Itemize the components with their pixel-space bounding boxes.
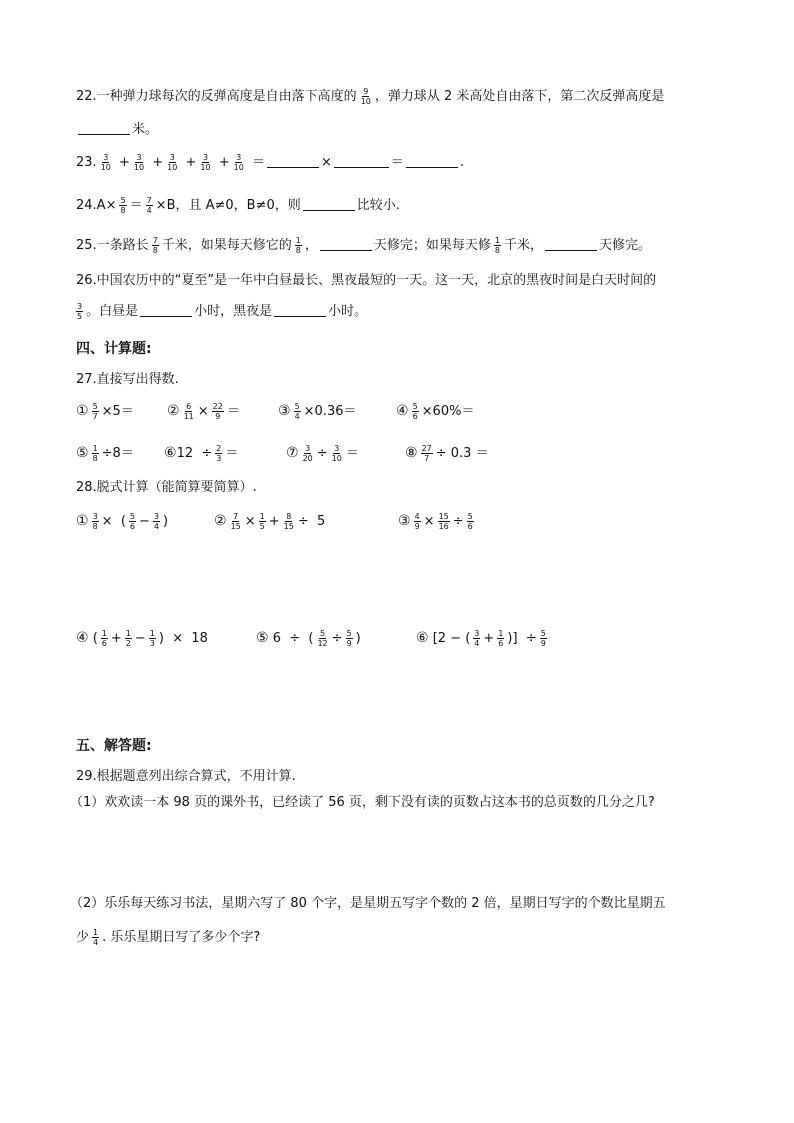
plus-sign: + <box>185 155 197 170</box>
calc-item-2: ② $\frac{6}{11}$ × $\frac{22}{9}$ ＝ <box>167 402 240 421</box>
answer-blank[interactable] <box>303 198 355 211</box>
fraction: $\frac{9}{10}$ <box>360 87 371 106</box>
q22-unit: 米。 <box>132 122 159 137</box>
calc-item-7: ⑦ $\frac{3}{20}$ ÷ $\frac{3}{10}$ ＝ <box>286 444 359 463</box>
question-23 <box>76 153 464 173</box>
calc-item-4: ④ $\frac{5}{6}$ ×60%＝ <box>396 402 475 421</box>
fraction: $\frac{3}{10}$ <box>133 153 145 172</box>
q26-text-2: 。白昼是 <box>86 304 139 319</box>
question-22 <box>76 87 664 107</box>
q25-text: 25.一条路长 <box>76 238 149 253</box>
question-29-part-1: （1）欢欢读一本 98 页的课外书，已经读了 56 页，剩下没有读的页数占这本书的总页数的几分之几? <box>70 795 655 810</box>
answer-blank[interactable] <box>545 238 597 251</box>
fraction: $\frac{7}{8}$ <box>152 236 158 255</box>
question-24 <box>76 196 400 216</box>
q25-text-4: 千米， <box>504 238 544 253</box>
question-27-title: 27.直接写出得数. <box>76 372 179 387</box>
fraction: $\frac{3}{10}$ <box>200 153 211 172</box>
q23-label: 23. <box>76 155 97 170</box>
question-22-cont <box>76 120 158 140</box>
fraction: $\frac{3}{5}$ <box>77 302 83 321</box>
section-heading-5: 五、解答题: <box>76 738 152 754</box>
answer-blank[interactable] <box>140 304 192 317</box>
answer-blank[interactable] <box>267 155 319 168</box>
fraction: $\frac{3}{10}$ <box>233 153 244 172</box>
question-29-title: 29.根据题意列出综合算式，不用计算. <box>76 769 296 784</box>
q22-text-2: ，弹力球从 2 米高处自由落下，第二次反弹高度是 <box>374 89 665 104</box>
calc-item-1: ① $\frac{5}{7}$ ×5＝ <box>76 402 134 421</box>
plus-sign: + <box>152 155 164 170</box>
question-29-part-2: （2）乐乐每天练习书法，星期六写了 80 个字，是星期五写字个数的 2 倍，星期日写字的个数比星期五 <box>70 896 666 911</box>
answer-blank[interactable] <box>406 155 458 168</box>
q26-text-4: 小时。 <box>328 304 368 319</box>
fraction: $\frac{7}{4}$ <box>146 196 152 215</box>
fraction: $\frac{1}{4}$ <box>93 928 99 947</box>
question-28-title: 28.脱式计算（能简算要简算）. <box>76 480 257 495</box>
answer-blank[interactable] <box>334 155 389 168</box>
expression-4: ④ ( $\frac{1}{6}$ + $\frac{1}{2}$ − $\frac{1}{3}$ ) × 18 <box>76 629 208 648</box>
q26-text-3: 小时，黑夜是 <box>194 304 273 319</box>
plus-sign: + <box>218 155 230 170</box>
q25-text-2: 千米，如果每天修它的 <box>161 238 292 253</box>
expression-3: ③ $\frac{4}{9}$ × $\frac{15}{16}$ ÷ $\frac{5}{6}$ <box>398 512 473 531</box>
equals-sign: ＝ <box>390 155 404 170</box>
q25-text-5: 天修完。 <box>599 238 652 253</box>
fraction: $\frac{5}{8}$ <box>120 196 126 215</box>
question-26 <box>76 271 656 291</box>
question-25 <box>76 236 651 256</box>
question-29-part-2-cont: 少 $\frac{1}{4}$ . 乐乐星期日写了多少个字? <box>76 928 261 947</box>
calc-item-8: ⑧ $\frac{27}{7}$ ÷ 0.3 ＝ <box>405 444 489 463</box>
calc-item-3: ③ $\frac{5}{4}$ ×0.36＝ <box>278 402 357 421</box>
answer-blank[interactable] <box>274 304 326 317</box>
q22-text: 22.一种弹力球每次的反弹高度是自由落下高度的 <box>76 89 357 104</box>
period: . <box>459 155 465 170</box>
comma: ， <box>304 238 318 253</box>
answer-blank[interactable] <box>78 122 130 135</box>
plus-sign: + <box>119 155 130 170</box>
answer-blank[interactable] <box>320 238 372 251</box>
times-sign: × <box>320 155 332 170</box>
expression-2: ② $\frac{7}{15}$ × $\frac{1}{5}$ + $\frac{8}{15}$ ÷ 5 <box>214 512 326 531</box>
expression-5: ⑤ 6 ÷ ( $\frac{5}{12}$ ÷ $\frac{5}{9}$ ) <box>256 629 361 648</box>
q26-text: 26.中国农历中的“夏至”是一年中白昼最长、黑夜最短的一天。这一天，北京的黑夜时间是白天时间的 <box>76 273 657 288</box>
calc-item-5: ⑤ $\frac{1}{8}$ ÷8＝ <box>76 444 134 463</box>
q24-text-2: ×B，且 A≠0，B≠0，则 <box>155 198 301 213</box>
fraction: $\frac{1}{8}$ <box>295 236 301 255</box>
question-26-cont <box>76 302 367 322</box>
section-heading-4: 四、计算题: <box>76 341 152 357</box>
q25-text-3: 天修完；如果每天修 <box>373 238 491 253</box>
fraction: $\frac{3}{10}$ <box>167 153 178 172</box>
q24-text: 24.A× <box>76 198 117 213</box>
equals-sign: ＝ <box>129 198 143 213</box>
q24-text-3: 比较小. <box>356 198 400 213</box>
equals-sign: ＝ <box>251 155 265 170</box>
fraction: $\frac{3}{10}$ <box>100 153 111 172</box>
expression-1: ① $\frac{3}{8}$ × ( $\frac{5}{6}$ − $\frac{3}{4}$ ) <box>76 512 169 531</box>
expression-6: ⑥ [2 − ( $\frac{3}{4}$ + $\frac{1}{6}$ )] ÷ $\frac{5}{9}$ <box>416 629 546 648</box>
calc-item-6: ⑥12 ÷ $\frac{2}{3}$ ＝ <box>164 444 239 463</box>
fraction: $\frac{1}{8}$ <box>494 236 501 255</box>
